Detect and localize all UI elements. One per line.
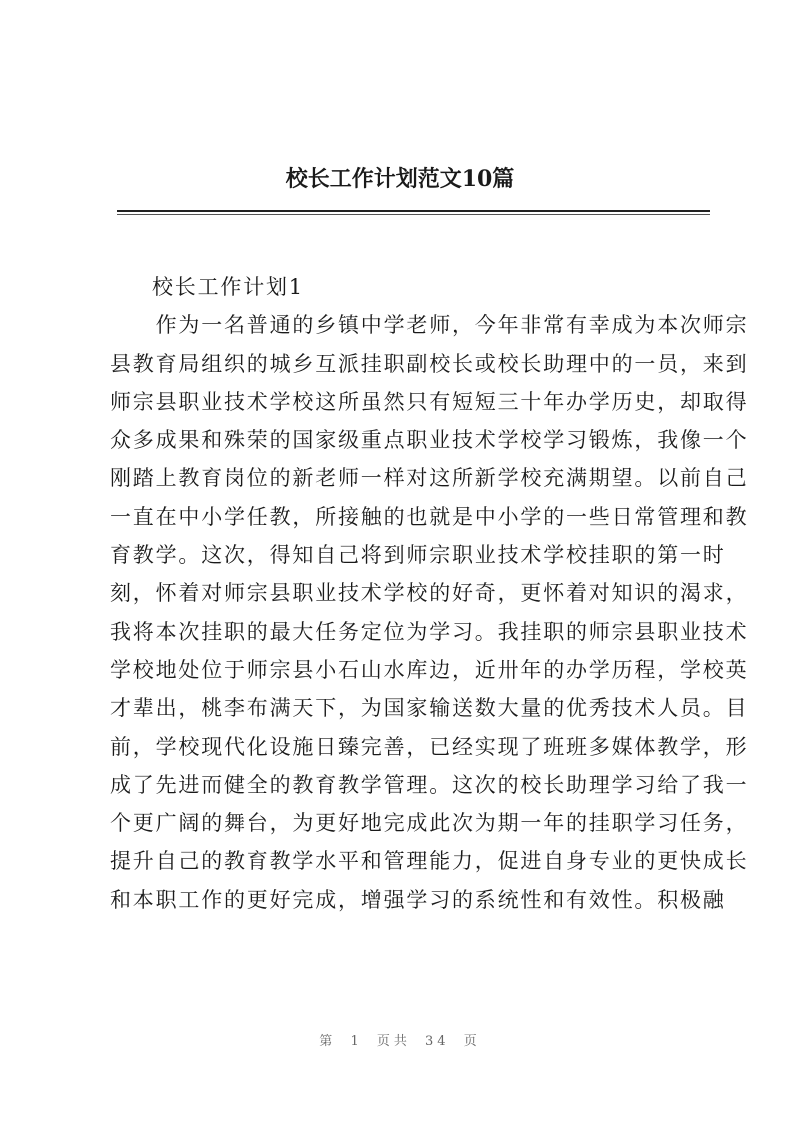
paragraph-line: 才辈出，桃李布满天下，为国家输送数大量的优秀技术人员。目 [110,696,749,721]
paragraph-line: 作为一名普通的乡镇中学老师，今年非常有幸成为本次师宗 [110,313,749,338]
footer-prefix: 第 [319,1034,337,1049]
title-underline-thin [117,214,710,215]
section-heading: 校长工作计划1 [152,275,304,299]
paragraph-line: 师宗县职业技术学校这所虽然只有短短三十年办学历史，却取得 [110,389,749,414]
page-footer [0,1030,800,1049]
paragraph-line: 个更广阔的舞台，为更好地完成此次为期一年的挂职学习任务， [110,811,749,836]
footer-current-page: 1 [350,1034,363,1049]
footer-middle: 页共 [376,1034,411,1049]
document-body [110,268,749,919]
document-title: 校长工作计划范文10篇 [285,166,515,192]
paragraph-line: 我将本次挂职的最大任务定位为学习。我挂职的师宗县职业技术 [110,619,749,644]
paragraph-line: 一直在中小学任教，所接触的也就是中小学的一些日常管理和教 [110,504,749,529]
footer-total-pages: 34 [425,1034,450,1049]
paragraph-line: 县教育局组织的城乡互派挂职副校长或校长助理中的一员，来到 [110,351,749,376]
footer-suffix: 页 [463,1034,481,1049]
paragraph-line: 学校地处位于师宗县小石山水库边，近卅年的办学历程，学校英 [110,657,749,682]
paragraph-line: 刻，怀着对师宗县职业技术学校的好奇，更怀着对知识的渴求， [110,581,749,606]
paragraph-line: 育教学。这次，得知自己将到师宗职业技术学校挂职的第一时 [110,543,726,568]
paragraph-line: 和本职工作的更好完成，增强学习的系统性和有效性。积极融 [110,887,726,912]
paragraph-line: 前，学校现代化设施日臻完善，已经实现了班班多媒体教学，形 [110,734,749,759]
paragraph-line: 提升自己的教育教学水平和管理能力，促进自身专业的更快成长 [110,849,749,874]
paragraph-line: 众多成果和殊荣的国家级重点职业技术学校学习锻炼，我像一个 [110,428,749,453]
paragraph-line: 成了先进而健全的教育教学管理。这次的校长助理学习给了我一 [110,772,749,797]
paragraph-line: 刚踏上教育岗位的新老师一样对这所新学校充满期望。以前自己 [110,466,749,491]
title-underline [117,210,710,212]
